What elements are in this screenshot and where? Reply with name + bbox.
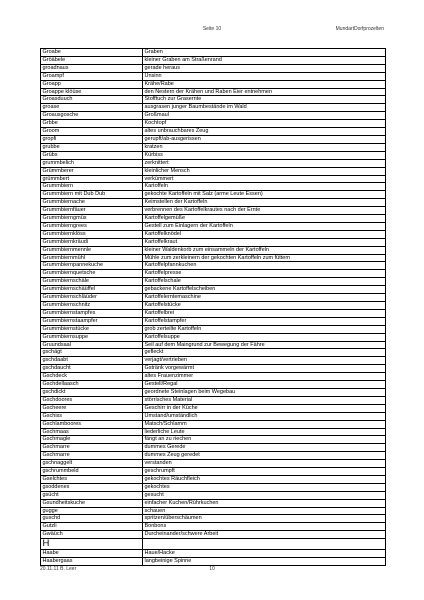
- translation: liederliche Leute: [143, 428, 386, 436]
- translation: Kartoffelstampfer: [143, 317, 386, 325]
- table-row: [41, 460, 386, 468]
- dialect-word: grummbelich: [41, 159, 143, 167]
- table-row: [41, 491, 386, 499]
- translation: Seil auf dem Maingrund zur Bewegung der Fähre: [143, 341, 386, 349]
- table-row: [41, 199, 386, 207]
- dialect-word: Grummbiernschäle: [41, 278, 143, 286]
- translation: Kartoffelbrei: [143, 309, 386, 317]
- translation: Gestell/Regal: [143, 381, 386, 389]
- table-row: [41, 104, 386, 112]
- translation: Umstand/umständlich: [143, 412, 386, 420]
- table-row: [41, 151, 386, 159]
- page-header-label: Seite 10: [202, 26, 222, 32]
- translation: dummes Gerede: [143, 444, 386, 452]
- dialect-word: Gscheere: [41, 404, 143, 412]
- table-row: [41, 254, 386, 262]
- translation: langbeinige Spinne: [143, 558, 386, 566]
- table-row: [41, 143, 386, 151]
- translation: Matsch/Schlamm: [143, 420, 386, 428]
- translation: gekochtes Räuchfleich: [143, 475, 386, 483]
- dialect-word: gsoddenes: [41, 483, 143, 491]
- table-row: [41, 452, 386, 460]
- table-row: [41, 207, 386, 215]
- translation: Geschirr in der Küche: [143, 404, 386, 412]
- dialect-word: Grummbiernquetsche: [41, 270, 143, 278]
- table-row: [41, 515, 386, 523]
- dialect-word: Groabe: [41, 49, 143, 57]
- table-row: [41, 550, 386, 558]
- table-row: [41, 49, 386, 57]
- table-row: [41, 238, 386, 246]
- dialect-word: Grummbierngrees: [41, 222, 143, 230]
- dialect-word: gschdaabt: [41, 357, 143, 365]
- dialect-word: Haabe: [41, 550, 143, 558]
- translation: kratzen: [143, 143, 386, 151]
- table-row: [41, 325, 386, 333]
- translation: Kürbiss: [143, 151, 386, 159]
- table-row: [41, 294, 386, 302]
- table-row: [41, 357, 386, 365]
- table-row: [41, 96, 386, 104]
- dialect-word: gsücht: [41, 491, 143, 499]
- dialect-word: groadnaus: [41, 64, 143, 72]
- translation: verstanden: [143, 460, 386, 468]
- dialect-word: Groappe klöüse: [41, 88, 143, 96]
- table-row: [41, 420, 386, 428]
- translation: verbrennen des Kartoffelkrautes nach der Ernte: [143, 207, 386, 215]
- dialect-word: Groampf: [41, 72, 143, 80]
- dialect-word: Groapp: [41, 80, 143, 88]
- translation: Kartoffelkraut: [143, 238, 386, 246]
- table-row: [41, 531, 386, 539]
- translation: Kartoffeln: [143, 183, 386, 191]
- table-row: [41, 64, 386, 72]
- table-row: [41, 112, 386, 120]
- dialect-word: Grummbiern: [41, 183, 143, 191]
- dialect-word: Grummbiernstaampfer: [41, 317, 143, 325]
- translation: Haue/Hacke: [143, 550, 386, 558]
- table-row: [41, 302, 386, 310]
- dialect-word: Grummbiern mit Dub Dub: [41, 191, 143, 199]
- dialect-word: gschnaggelt: [41, 460, 143, 468]
- translation: gefleckt: [143, 349, 386, 357]
- translation: Kartoffelgemüße: [143, 215, 386, 223]
- translation: zerknittert: [143, 159, 386, 167]
- dialect-word: Gutzli: [41, 523, 143, 531]
- table-row: [41, 278, 386, 286]
- dialect-word: Grbbe: [41, 120, 143, 128]
- translation: kleinlicher Mensch: [143, 167, 386, 175]
- dialect-word: guschd: [41, 515, 143, 523]
- dialect-word: Gschmagle: [41, 436, 143, 444]
- dialect-word: Gschlamboores: [41, 420, 143, 428]
- dialect-word: groase: [41, 104, 143, 112]
- translation: altes Frauenzimmer: [143, 373, 386, 381]
- table-row: [41, 558, 386, 566]
- document-title: MundartDorfprozelten: [335, 26, 384, 32]
- translation: einfacher Kuchen/Rührkuchen: [143, 499, 386, 507]
- table-row: [41, 246, 386, 254]
- table-row: [41, 404, 386, 412]
- translation: Gestell zum Einlagern der Kartoffeln: [143, 222, 386, 230]
- table-row: [41, 507, 386, 515]
- translation: störrisches Material: [143, 396, 386, 404]
- translation: verkümmert: [143, 175, 386, 183]
- table-row: [41, 373, 386, 381]
- table-row: [41, 444, 386, 452]
- translation: gerupft/ab-ausgerissen: [143, 135, 386, 143]
- table-row: [41, 309, 386, 317]
- table-row: [41, 499, 386, 507]
- dialect-word: Grummbiernklöss: [41, 230, 143, 238]
- table-row: [41, 56, 386, 64]
- table-row: [41, 483, 386, 491]
- translation: den Nestern der Krähen und Raben Eier entnehmen: [143, 88, 386, 96]
- translation: Krähe/Rabe: [143, 80, 386, 88]
- dialect-word: Gsundheitskuche: [41, 499, 143, 507]
- table-row: [41, 135, 386, 143]
- table-row: [41, 128, 386, 136]
- dialect-word: Grummbiernstampfes: [41, 309, 143, 317]
- dialect-word: Grummbiernfäuer: [41, 207, 143, 215]
- translation: schauen: [143, 507, 386, 515]
- translation: Gstränk vorgewärmt: [143, 365, 386, 373]
- translation: verjagt/vertrieben: [143, 357, 386, 365]
- table-row: [41, 388, 386, 396]
- dialect-word: gschägt: [41, 349, 143, 357]
- table-row: [41, 365, 386, 373]
- table-row: [41, 412, 386, 420]
- table-row: [41, 436, 386, 444]
- dialect-word: Grümmberer: [41, 167, 143, 175]
- dialect-word: Grummbiernache: [41, 199, 143, 207]
- translation: Kartoffelerntemaschine: [143, 294, 386, 302]
- dialect-dictionary-table: [40, 48, 386, 566]
- translation: kleiner Graben am Straßenrand: [143, 56, 386, 64]
- translation: grob zerteilte Kartoffeln: [143, 325, 386, 333]
- table-row: [41, 167, 386, 175]
- translation: geschrumpft: [143, 468, 386, 476]
- table-row: [41, 159, 386, 167]
- translation: geordnete Steinlagen beim Wegebau: [143, 388, 386, 396]
- table-row: [41, 222, 386, 230]
- translation: Graben: [143, 49, 386, 57]
- translation: gerade heraus: [143, 64, 386, 72]
- dialect-word: Gselchtes: [41, 475, 143, 483]
- dialect-word: Grummbiernkräudi: [41, 238, 143, 246]
- table-row: [41, 523, 386, 531]
- table-row: [41, 428, 386, 436]
- dialect-word: Groom: [41, 128, 143, 136]
- translation: dummes Zeug geredet: [143, 452, 386, 460]
- table-row: [41, 215, 386, 223]
- dialect-word: Gwäüch: [41, 531, 143, 539]
- table-row: [41, 341, 386, 349]
- footer-page-number: 10: [209, 566, 215, 572]
- table-row: [41, 396, 386, 404]
- dialect-word: Grummbiernsuppe: [41, 333, 143, 341]
- dialect-word: Grummbiernmühl: [41, 254, 143, 262]
- dialect-word: Gschmarre: [41, 452, 143, 460]
- table-row: [41, 72, 386, 80]
- dialect-word: Gschdeck: [41, 373, 143, 381]
- dialect-word: Gschmaas: [41, 428, 143, 436]
- translation: gekochte Kartoffeln mit Salz (arme Leute Essen): [143, 191, 386, 199]
- translation: fängt an zu riechen: [143, 436, 386, 444]
- dialect-word: Grummbiernmennle: [41, 246, 143, 254]
- table-row: [41, 120, 386, 128]
- table-row: [41, 183, 386, 191]
- table-row: [41, 191, 386, 199]
- table-row: [41, 333, 386, 341]
- translation: Kartoffelschale: [143, 278, 386, 286]
- translation: gekochtes: [143, 483, 386, 491]
- footer-date-author: 20.11.11 B. Leer: [40, 566, 77, 572]
- dialect-word: Gschiss: [41, 412, 143, 420]
- dialect-word: Grummbiernschnitz: [41, 302, 143, 310]
- translation: Großmaul: [143, 112, 386, 120]
- dialect-word: Gschdoores: [41, 396, 143, 404]
- section-letter: H: [41, 539, 143, 550]
- translation: Kartoffelknödel: [143, 230, 386, 238]
- table-row: [41, 468, 386, 476]
- translation: Kartoffelsuppe: [143, 333, 386, 341]
- dialect-word: Groasduuch: [41, 96, 143, 104]
- translation: Kartoffelpresse: [143, 270, 386, 278]
- table-row: [41, 475, 386, 483]
- translation: altes unbrauchbares Zeug: [143, 128, 386, 136]
- dialect-word: Gruundsaal: [41, 341, 143, 349]
- translation: Kartoffelpfannkuchen: [143, 262, 386, 270]
- dialect-word: Grummbierngmüs: [41, 215, 143, 223]
- translation: Stofftuch zur Grasernte: [143, 96, 386, 104]
- table-row: [41, 175, 386, 183]
- translation: Keimstellen der Kartoffeln: [143, 199, 386, 207]
- dialect-word: gschdaucht: [41, 365, 143, 373]
- translation: Kochtopf: [143, 120, 386, 128]
- table-row: [41, 286, 386, 294]
- translation: gebackene Kartoffelscheiben: [143, 286, 386, 294]
- translation: gesucht: [143, 491, 386, 499]
- dialect-word: gschdickt: [41, 388, 143, 396]
- table-row: [41, 349, 386, 357]
- dialect-word: Grummbiernschäüffel: [41, 286, 143, 294]
- table-row: [41, 317, 386, 325]
- dialect-word: grubbe: [41, 143, 143, 151]
- translation: Durcheinander/schwere Arbeit: [143, 531, 386, 539]
- translation: kleiner Waldenkorb zum einsammeln der Kartoffeln: [143, 246, 386, 254]
- dialect-word: Grummbiernschläüder: [41, 294, 143, 302]
- table-row: [41, 381, 386, 389]
- translation: Bonbons: [143, 523, 386, 531]
- table-row: [41, 270, 386, 278]
- translation: ausgrasen junger Baumbestände im Wald: [143, 104, 386, 112]
- dialect-word: Grummbiernpannekuche: [41, 262, 143, 270]
- section-letter-row: [41, 539, 386, 550]
- dialect-word: Gschmarre: [41, 444, 143, 452]
- dialect-word: Grummbiernstücke: [41, 325, 143, 333]
- dialect-word: gropfi: [41, 135, 143, 143]
- dialect-word: Gröäbele: [41, 56, 143, 64]
- translation: Kartoffelstücke: [143, 302, 386, 310]
- table-row: [41, 80, 386, 88]
- translation: spritzen/überschäumen: [143, 515, 386, 523]
- table-row: [41, 88, 386, 96]
- dialect-word: gugge: [41, 507, 143, 515]
- dialect-word: Gschdellaasch: [41, 381, 143, 389]
- translation: [143, 539, 386, 550]
- dialect-word: gschrummbeld: [41, 468, 143, 476]
- table-row: [41, 230, 386, 238]
- table-row: [41, 262, 386, 270]
- translation: Mühle zum zerkleinern der gekochten Kartoffeln zum füttern: [143, 254, 386, 262]
- dialect-word: Grübs: [41, 151, 143, 159]
- dialect-word: Groausgosche: [41, 112, 143, 120]
- dialect-word: grümmbert: [41, 175, 143, 183]
- dialect-word: Haabergaas: [41, 558, 143, 566]
- translation: Unsinn: [143, 72, 386, 80]
